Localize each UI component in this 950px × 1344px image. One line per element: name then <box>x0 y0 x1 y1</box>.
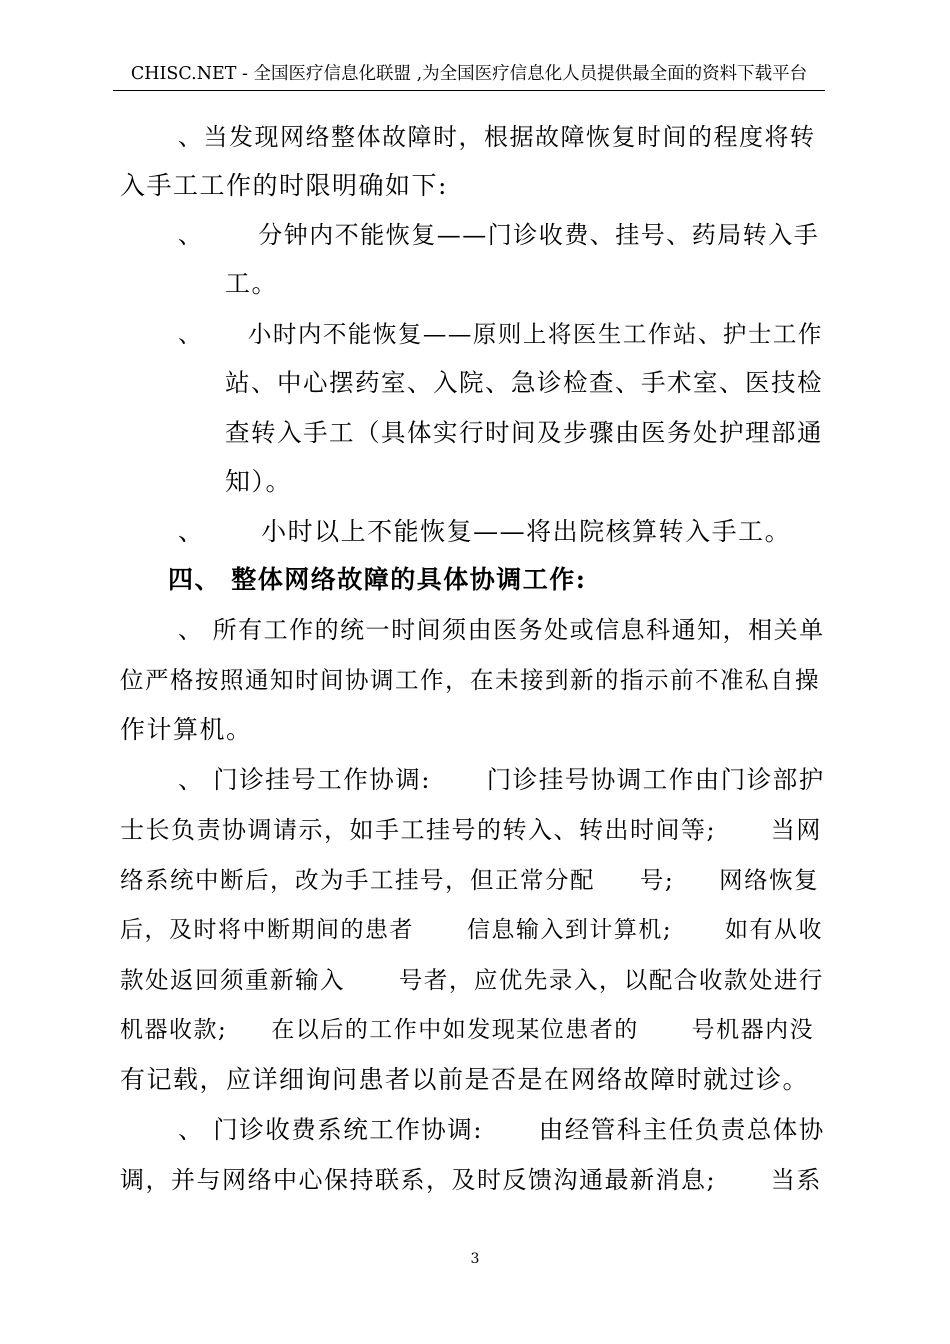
list-item-line: 工。 <box>225 269 279 298</box>
paragraph-line: 入手工工作的时限明确如下: <box>120 171 448 200</box>
list-item-line: 站、中心摆药室、入院、急诊检查、手术室、医技检 <box>225 368 823 397</box>
paragraph-line: 机器收款; 在以后的工作中如发现某位患者的 号机器内没 <box>120 1017 815 1043</box>
paragraph-line: 、当发现网络整体故障时，根据故障恢复时间的程度将转 <box>178 123 816 151</box>
list-item-line: 知）。 <box>225 467 293 496</box>
paragraph-line: 士长负责协调请示，如手工挂号的转入、转出时间等; 当网 <box>120 816 822 844</box>
page-header: CHISC.NET - 全国医疗信息化联盟 ,为全国医疗信息化人员提供最全面的资料下载平台 <box>130 64 808 84</box>
paragraph-line: 络系统中断后，改为手工挂号，但正常分配 号; 网络恢复 <box>120 866 820 894</box>
list-item-line: 、 小时内不能恢复——原则上将医生工作站、护士工作 <box>178 320 823 348</box>
paragraph-line: 有记载，应详细询问患者以前是否是在网络故障时就过诊。 <box>120 1065 810 1094</box>
list-item-line: 查转入手工（具体实行时间及步骤由医务处护理部通 <box>225 418 823 447</box>
paragraph-line: 位严格按照通知时间协调工作，在未接到新的指示前不准私自操 <box>120 666 820 694</box>
list-item-line: 、 分钟内不能恢复——门诊收费、挂号、药局转入手 <box>178 221 820 249</box>
list-item-line: 、 小时以上不能恢复——将出院核算转入手工。 <box>178 517 792 546</box>
paragraph-line: 作计算机。 <box>120 715 253 744</box>
paragraph-line: 调，并与网络中心保持联系，及时反馈沟通最新消息; 当系 <box>120 1166 822 1194</box>
section-heading: 四、 整体网络故障的具体协调工作: <box>168 565 587 594</box>
paragraph-line: 后，及时将中断期间的患者 信息输入到计算机; 如有从收 <box>120 917 823 943</box>
header-rule <box>113 90 825 91</box>
paragraph-line: 、 门诊收费系统工作协调: 由经管科主任负责总体协 <box>178 1115 825 1144</box>
paragraph-line: 、 所有工作的统一时间须由医务处或信息科通知，相关单 <box>178 616 825 644</box>
page-number: 3 <box>470 1251 480 1267</box>
paragraph-line: 款处返回须重新输入 号者，应优先录入，以配合收款处进行 <box>120 966 824 994</box>
paragraph-line: 、 门诊挂号工作协调: 门诊挂号协调工作由门诊部护 <box>178 765 825 794</box>
